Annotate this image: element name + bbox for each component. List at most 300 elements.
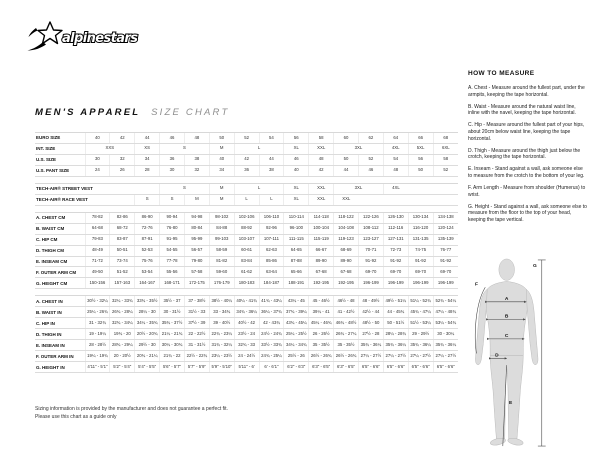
row-label: A. CHEST IN [35, 296, 85, 307]
measure-instruction: C. Hip - Measure around the fullest part of your hips, about 20cm below waist line, keeping the tape horizontal. [468, 122, 585, 142]
size-cell: 54 [383, 154, 408, 165]
page-title-secondary: SIZE CHART [151, 107, 230, 118]
size-cell: 25¼ - 26¾ [85, 307, 110, 318]
table-row [35, 256, 458, 267]
page-title-primary: MEN'S APPAREL [35, 107, 141, 118]
how-to-measure-heading: HOW TO MEASURE [468, 70, 535, 77]
size-cell: 60-61 [234, 245, 259, 256]
size-cell: 83-87 [110, 234, 135, 245]
size-cell: 87-91 [135, 234, 160, 245]
size-cell: 37 - 38½ [184, 296, 209, 307]
size-cell: 38 [184, 154, 209, 165]
size-cell: 34¾ - 36¼ [234, 307, 259, 318]
row-label: D. THIGH IN [35, 329, 85, 340]
table-row [35, 245, 458, 256]
size-cell: 6'5" - 6'6" [383, 362, 408, 373]
size-cell: 26¾ - 27¼ [334, 329, 359, 340]
row-label: D. THIGH CM [35, 245, 85, 256]
row-label: TECH-AIR® RACE VEST [35, 194, 85, 205]
size-cell: S [160, 143, 210, 154]
size-cell: 47¼ - 48¾ [433, 307, 458, 318]
size-cell: 45 - 46½ [309, 296, 334, 307]
size-cell: 35¾ - 36¼ [383, 340, 408, 351]
size-cell: 119-123 [334, 234, 359, 245]
row-label: B. WAIST CM [35, 223, 85, 234]
table-row [35, 234, 458, 245]
size-cell: 53¼ - 54¾ [433, 318, 458, 329]
size-cell: 64-68 [85, 223, 110, 234]
size-cell: 5'7" - 5'9" [184, 362, 209, 373]
size-cell: 123-127 [358, 234, 383, 245]
size-cell: XS [135, 143, 160, 154]
size-cell: 6'5" - 6'6" [408, 362, 433, 373]
table-row [35, 296, 458, 307]
size-cell: 108-112 [358, 223, 383, 234]
size-cell: 35¾ - 36¼ [358, 340, 383, 351]
size-cell: 32¾ - 34¼ [110, 318, 135, 329]
row-label: U.S. SIZE [35, 154, 85, 165]
size-cell: 46 [358, 165, 383, 176]
size-cell: 78-82 [85, 212, 110, 223]
table-row [35, 307, 458, 318]
size-cell: 62-63 [259, 245, 284, 256]
size-cell: 44 - 45¾ [383, 307, 408, 318]
row-label: F. OUTER ARM IN [35, 351, 85, 362]
size-cell [85, 194, 135, 205]
row-label: G. HEIGHT CM [35, 278, 85, 289]
size-cell: 196-199 [433, 278, 458, 289]
footer-note [35, 406, 228, 421]
size-cell: 33 - 34¾ [209, 307, 234, 318]
size-cell: 29½ - 30 [135, 340, 160, 351]
size-cell: 81-82 [209, 256, 234, 267]
size-cell: 100-104 [309, 223, 334, 234]
size-cell: 24 - 24½ [234, 351, 259, 362]
size-cell: 192-195 [309, 278, 334, 289]
size-cell: 34 [135, 154, 160, 165]
logo-wordmark: alpinestars [62, 31, 138, 46]
size-cell: 36¼ - 37¾ [259, 307, 284, 318]
size-cell: 65-66 [284, 267, 309, 278]
size-cell: 172-175 [184, 278, 209, 289]
size-cell: 94-98 [184, 212, 209, 223]
size-cell: 20½ - 20¾ [135, 329, 160, 340]
table-row [35, 362, 458, 373]
size-cell: 79-80 [184, 256, 209, 267]
size-cell: 88-92 [234, 223, 259, 234]
size-cell: 60 [334, 133, 359, 144]
size-cell: 69-70 [408, 267, 433, 278]
size-cell: 36 [160, 154, 185, 165]
size-cell: 32¾ - 33 [234, 340, 259, 351]
row-label: E. INSEAM CM [35, 256, 85, 267]
measure-instruction: F. Arm Length - Measure from shoulder (Humerus) to wrist. [468, 185, 586, 198]
row-label: TECH-AIR® STREET VEST [35, 183, 85, 194]
measure-instruction: B. Waist - Measure around the natural waist line, inline with the navel, keeping the tape horizontal. [468, 103, 576, 117]
table-row [35, 278, 458, 289]
size-cell: 82-86 [110, 212, 135, 223]
size-cell: 67-68 [334, 267, 359, 278]
size-cell: 168-171 [160, 278, 185, 289]
size-cell: 64-65 [284, 245, 309, 256]
size-cell: 56-57 [184, 245, 209, 256]
size-cell: 49-50 [85, 267, 110, 278]
figure-label-waist: B [504, 314, 509, 320]
size-cell: 64 [383, 133, 408, 144]
footer-line-2: Please use this chart as a guide only [35, 413, 117, 420]
size-cell: 53-54 [135, 267, 160, 278]
size-cell: 25¼ - 25½ [284, 329, 309, 340]
size-cell: 30 - 30¼ [433, 329, 458, 340]
size-cell: 91-92 [358, 256, 383, 267]
figure-label-hip: C [504, 333, 509, 339]
size-cell: 115-119 [309, 234, 334, 245]
size-cell: 26½ - 26¾ [334, 351, 359, 362]
size-cell: 180-183 [234, 278, 259, 289]
size-cell: 55-56 [160, 267, 185, 278]
size-cell: 38 [259, 165, 284, 176]
row-label: INT. SIZE [35, 143, 85, 154]
size-cell: 30¼ - 30¾ [160, 340, 185, 351]
size-cell: 22½ - 22¾ [184, 351, 209, 362]
size-cell: 33½ - 33¾ [259, 340, 284, 351]
size-cell: 57-58 [184, 267, 209, 278]
figure-label-chest: A [504, 296, 509, 302]
size-cell: 83-84 [234, 256, 259, 267]
size-cell: 87-88 [284, 256, 309, 267]
size-cell: 5'4" - 5'5" [135, 362, 160, 373]
row-label: C. HIP IN [35, 318, 85, 329]
size-cell: 6'3" - 6'5" [334, 362, 359, 373]
size-cell: 46 [160, 133, 185, 144]
size-cell: 73-74 [110, 256, 135, 267]
size-cell: 27½ - 28 [358, 329, 383, 340]
size-cell: 42 - 43¾ [259, 318, 284, 329]
size-cell: L [259, 194, 284, 205]
footer-line-1: Sizing information is provided by the manufacturer and does not guarantee a perfect fit. [35, 406, 228, 412]
size-cell: 92-96 [259, 223, 284, 234]
size-cell: XXL [309, 194, 334, 205]
size-cell: 84-88 [209, 223, 234, 234]
size-cell: 34¼ - 34¾ [284, 340, 309, 351]
alpinestars-logo [26, 20, 146, 59]
size-cell: 32 [184, 165, 209, 176]
size-cell: 184-187 [259, 278, 284, 289]
size-cell: 192-195 [334, 278, 359, 289]
size-cell: 176-179 [209, 278, 234, 289]
size-cell: 6'3" - 6'5" [309, 362, 334, 373]
size-cell: 52 [234, 133, 259, 144]
table-section-gap [35, 289, 458, 296]
size-cell: 95-99 [184, 234, 209, 245]
size-cell: 48 [383, 165, 408, 176]
size-cell: 26 [110, 165, 135, 176]
size-cell: 5'11" - 6' [234, 362, 259, 373]
size-cell: M [209, 183, 234, 194]
size-cell: S [160, 183, 210, 194]
size-cell: 4XL [383, 143, 408, 154]
size-cell: 24½ - 24¾ [259, 329, 284, 340]
size-cell: 48 [309, 154, 334, 165]
size-cell: 196-199 [408, 278, 433, 289]
measure-instructions [468, 85, 588, 224]
size-cell: 68-72 [110, 223, 135, 234]
alpinestars-star-icon [26, 20, 146, 54]
size-cell: 20 - 20½ [110, 351, 135, 362]
size-cell: 37½ - 39 [184, 318, 209, 329]
size-cell: 51¼ - 52¾ [408, 296, 433, 307]
size-cell: 21¾ - 22 [160, 351, 185, 362]
size-cell: S [160, 194, 185, 205]
size-cell: 126-130 [383, 212, 408, 223]
size-cell: XL [284, 183, 309, 194]
size-cell: 28 [135, 165, 160, 176]
measure-instruction: A. Chest - Measure around the fullest part, under the armpits, keeping the tape horizontal. [468, 85, 585, 98]
size-cell: 5'9" - 5'10" [209, 362, 234, 373]
size-cell: 50-51 [110, 245, 135, 256]
table-row [35, 143, 458, 154]
size-cell: 29 - 29½ [408, 329, 433, 340]
size-cell: 31½ - 33 [184, 307, 209, 318]
table-row [35, 154, 458, 165]
size-cell: 157-163 [110, 278, 135, 289]
size-cell: 52 [358, 154, 383, 165]
size-table [35, 132, 458, 373]
table-row [35, 165, 458, 176]
size-cell: 37¾ - 39¼ [284, 307, 309, 318]
size-cell: 85-86 [259, 256, 284, 267]
row-label: U.S. PANT SIZE [35, 165, 85, 176]
size-cell: 43¼ - 45 [284, 296, 309, 307]
size-cell: 20¾ - 21¼ [135, 351, 160, 362]
size-cell: 196-199 [358, 278, 383, 289]
size-cell: 68-69 [334, 245, 359, 256]
size-cell: 5XL [408, 143, 433, 154]
measure-instruction: E. Inseam - Stand against a wall, ask someone else to measure from the crotch to the bottom of your leg. [468, 166, 585, 179]
size-cell: 66-67 [309, 245, 334, 256]
size-cell: 3XL [334, 143, 384, 154]
size-cell: 98-102 [209, 212, 234, 223]
size-cell: 103-107 [234, 234, 259, 245]
size-cell: 19 - 19¼ [85, 329, 110, 340]
how-to-measure-section [468, 70, 588, 229]
size-cell: 28¼ - 30 [135, 307, 160, 318]
size-cell: 56 [408, 154, 433, 165]
size-cell: 26½ - 26¾ [309, 351, 334, 362]
size-cell: 89-90 [334, 256, 359, 267]
size-cell: 66 [408, 133, 433, 144]
size-cell: 4'11" - 5'1" [85, 362, 110, 373]
table-row [35, 133, 458, 144]
size-cell: 114-118 [309, 212, 334, 223]
body-silhouette-diagram [468, 258, 598, 448]
size-cell: 51½ - 53¼ [408, 318, 433, 329]
size-cell: 48½ - 50 [358, 318, 383, 329]
size-cell: 188-191 [284, 278, 309, 289]
size-cell: 86-90 [135, 212, 160, 223]
size-cell: 54-55 [160, 245, 185, 256]
size-cell: L [234, 194, 259, 205]
size-cell: L [234, 183, 284, 194]
size-cell: 35¾ - 36¼ [433, 340, 458, 351]
row-label: G. HEIGHT IN [35, 362, 85, 373]
size-cell: 196-199 [383, 278, 408, 289]
row-label: EURO SIZE [35, 133, 85, 144]
size-cell: 46½ - 48 [334, 296, 359, 307]
size-cell: 31¾ - 32¼ [209, 340, 234, 351]
size-cell: XXL [334, 194, 359, 205]
size-cell: 58-59 [209, 245, 234, 256]
size-table-body [35, 133, 458, 373]
size-cell: XXL [309, 183, 334, 194]
row-label: E. INSEAM IN [35, 340, 85, 351]
body-silhouette [475, 259, 538, 446]
size-cell: 52 [433, 165, 458, 176]
size-cell: 77-78 [160, 256, 185, 267]
row-label: A. CHEST CM [35, 212, 85, 223]
size-cell: 70-71 [358, 245, 383, 256]
size-cell: 23½ - 24 [234, 329, 259, 340]
size-cell: 6'2" - 6'3" [284, 362, 309, 373]
size-cell: 42½ - 44 [358, 307, 383, 318]
size-cell: 116-120 [408, 223, 433, 234]
size-cell: 58 [433, 154, 458, 165]
size-cell: 91-92 [408, 256, 433, 267]
table-section-gap [35, 205, 458, 212]
size-cell: 45¼ - 46¾ [309, 318, 334, 329]
size-cell: 72-76 [135, 223, 160, 234]
size-cell: 91-95 [160, 234, 185, 245]
size-cell: 27¼ - 27½ [408, 351, 433, 362]
row-label: F. OUTER ARM CM [35, 267, 85, 278]
size-cell: 50 [209, 133, 234, 144]
size-cell: 46 [284, 154, 309, 165]
page-title [35, 107, 229, 118]
size-cell: L [234, 143, 284, 154]
size-cell: 106-110 [259, 212, 284, 223]
size-cell: 130-134 [408, 212, 433, 223]
size-cell: S [135, 194, 160, 205]
size-cell: 91-92 [433, 256, 458, 267]
size-cell: 27¼ - 27½ [433, 351, 458, 362]
size-cell: 30 [85, 154, 110, 165]
size-cell: 42 [309, 165, 334, 176]
size-cell: 6XL [433, 143, 458, 154]
table-row [35, 223, 458, 234]
size-cell: 30 - 31½ [160, 307, 185, 318]
size-cell: 26¾ - 28¼ [110, 307, 135, 318]
size-cell: 40 [209, 154, 234, 165]
size-cell: 22¾ - 23¼ [209, 329, 234, 340]
size-cell: 90-94 [160, 212, 185, 223]
size-cell: 79-83 [85, 234, 110, 245]
size-cell: 74-75 [408, 245, 433, 256]
size-cell: 62 [358, 133, 383, 144]
size-cell: 52-53 [135, 245, 160, 256]
table-row [35, 318, 458, 329]
size-cell: 28¼ - 28¾ [383, 329, 408, 340]
size-cell: 104-108 [334, 223, 359, 234]
size-cell: 102-106 [234, 212, 259, 223]
size-cell: 44 [135, 133, 160, 144]
size-cell: 41¾ - 43¼ [259, 296, 284, 307]
size-cell: 39¼ - 41 [309, 307, 334, 318]
size-cell: 5'6" - 5'7" [160, 362, 185, 373]
size-cell: 42 [110, 133, 135, 144]
size-cell: 76-77 [433, 245, 458, 256]
size-cell: 48 [184, 133, 209, 144]
size-cell: 31 - 31½ [184, 340, 209, 351]
size-cell: 59-60 [209, 267, 234, 278]
size-cell: 76-80 [160, 223, 185, 234]
size-cell: 43¾ - 45¼ [284, 318, 309, 329]
size-cell: 35¾ - 36¼ [408, 340, 433, 351]
size-cell: 58 [309, 133, 334, 144]
size-cell: 71-72 [85, 256, 110, 267]
size-cell: XL [284, 143, 309, 154]
size-cell: 107-111 [259, 234, 284, 245]
size-cell: 69-70 [358, 267, 383, 278]
size-cell: 91-92 [383, 256, 408, 267]
size-cell: 127-131 [383, 234, 408, 245]
size-cell: 34¼ - 35¾ [135, 318, 160, 329]
size-cell: 69-70 [383, 267, 408, 278]
size-cell: 35 - 35½ [309, 340, 334, 351]
table-row [35, 212, 458, 223]
size-cell: 42 [234, 154, 259, 165]
size-cell: 164-167 [135, 278, 160, 289]
size-cell: 33¾ - 35½ [135, 296, 160, 307]
size-cell: 35½ - 37 [160, 296, 185, 307]
size-cell: 40 [284, 165, 309, 176]
size-cell: 24 [85, 165, 110, 176]
size-cell: 68 [433, 133, 458, 144]
size-cell: 23¼ - 23½ [209, 351, 234, 362]
size-cell [358, 194, 458, 205]
size-cell: 48-49 [85, 245, 110, 256]
size-cell: 54 [259, 133, 284, 144]
table-section-gap [35, 176, 458, 183]
size-cell: 96-100 [284, 223, 309, 234]
size-cell: 61-62 [234, 267, 259, 278]
table-row [35, 183, 458, 194]
size-cell: 40½ - 42 [234, 318, 259, 329]
measure-instruction: G. Height - Stand against a wall, ask someone else to measure from the floor to the top of your head, keeping the tape vertical. [468, 203, 587, 223]
measure-instruction: D. Thigh - Measure around the thigh just below the crotch, keeping the tape horizontal. [468, 147, 581, 161]
table-row [35, 351, 458, 362]
measurement-figure [468, 258, 598, 448]
size-cell: 46¾ - 48½ [334, 318, 359, 329]
size-cell: 28¾ - 29¼ [110, 340, 135, 351]
size-cell: 5'2" - 5'4" [110, 362, 135, 373]
size-cell: 19¼ - 19¾ [85, 351, 110, 362]
size-cell: 69-70 [433, 267, 458, 278]
size-cell [85, 183, 160, 194]
size-cell: 50 [408, 165, 433, 176]
size-cell: 30½ - 32¼ [85, 296, 110, 307]
row-label: C. HIP CM [35, 234, 85, 245]
size-cell: 50 - 51½ [383, 318, 408, 329]
size-cell: 135-139 [433, 234, 458, 245]
size-cell: 36 [234, 165, 259, 176]
size-cell: 40 [85, 133, 110, 144]
size-cell: 27¼ - 27½ [383, 351, 408, 362]
size-cell: 28 - 28½ [85, 340, 110, 351]
size-cell: 122-126 [358, 212, 383, 223]
size-cell: M [209, 143, 234, 154]
table-row [35, 340, 458, 351]
figure-label-inseam: E [508, 401, 513, 407]
